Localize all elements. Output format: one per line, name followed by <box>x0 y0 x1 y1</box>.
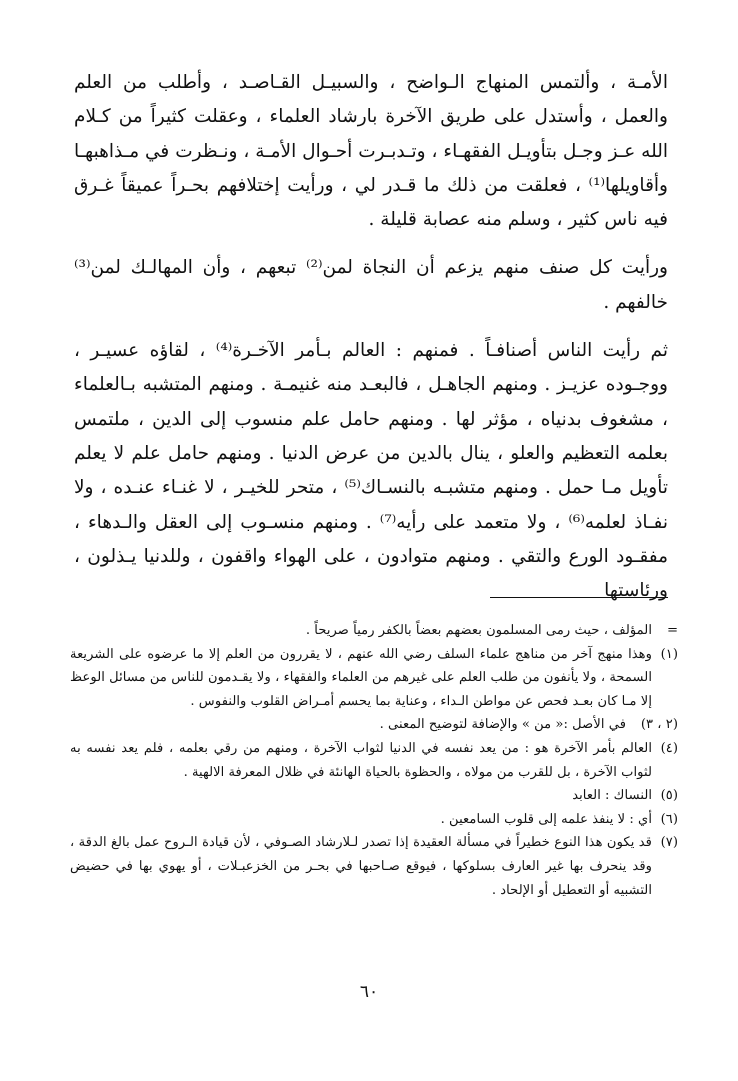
footnote-separator <box>490 597 668 598</box>
footnote-text: في الأصل :« من » والإضافة لتوضيح المعنى . <box>379 717 626 733</box>
footnote-label: (٢ ، ٣) <box>640 717 678 733</box>
footnote-label: (٦) <box>660 811 678 827</box>
footnote-text: النساك : العابد <box>572 788 652 804</box>
footnote-label: = <box>666 623 678 638</box>
footnote-6 <box>70 808 678 832</box>
footnote-label: (١) <box>660 646 678 662</box>
footnote-continuation <box>70 619 678 643</box>
footnote-text: وهذا منهج آخر من مناهج علماء السلف رضي الله عنهم ، لا يقررون من العلم إلا ما عرضوه على الشريعة السمحة ، ولا يأنفون من طلب العلم على غيرهم من العلماء والفقهاء ، ولا يقـدمون للناس من مسائل الوعظ إلا مـا كان بعـد فحص عن مواطن الـداء ، وعناية بما يحسم أمـراض القلوب والنفوس . <box>70 646 652 709</box>
footnote-label: (٥) <box>660 788 678 804</box>
footnote-1 <box>70 643 678 714</box>
page-number: ٦٠ <box>359 982 379 1002</box>
paragraph-2: ورأيت كل صنف منهم يزعم أن النجاة لمن⁽²⁾ تبعهم ، وأن المهالـك لمن⁽³⁾ خالفهم . <box>74 257 668 313</box>
footnote-7 <box>70 831 678 902</box>
footnote-text: قد يكون هذا النوع خطيراً في مسألة العقيدة إذا تصدر لـلارشاد الصـوفي ، لأن قيادة الـروح عمل بالغ الدقة ، وقد ينحرف بها غير العارف بسلوكها ، فيوقع صـاحبها في بحـر من الخزعبـلات ، أو يهوي بها في حضيض التشبيه أو التعطيل أو الإلحاد . <box>70 835 652 898</box>
footnote-4 <box>70 737 678 784</box>
main-text <box>74 66 668 608</box>
footnote-2-3 <box>70 713 678 737</box>
footnote-label: (٤) <box>660 740 678 756</box>
paragraph-3: ثم رأيت الناس أصنافـاً . فمنهم : العالم بـأمر الآخـرة⁽⁴⁾ ، لقاؤه عسيـر ، ووجـوده عزيـز . ومنهم الجاهـل ، فالبعـد منه غنيمـة . ومنهم المتشبه بـالعلماء ، مشغوف بدنياه ، مؤثر لها . ومنهم حامل علم منسوب إلى الدين ، ملتمس بعلمه التعظيم والعلو ، ينال بالدين من عرض الدنيا . ومنهم حامل علم لا يعلم تأويل مـا حمل . ومنهم متشبـه بالنسـاك⁽⁵⁾ ، متحر للخيـر ، لا غنـاء عنـده ، ولا نفـاذ لعلمه⁽⁶⁾ ، ولا متعمد على رأيه⁽⁷⁾ . ومنهم منسـوب إلى العقل والـدهاء ، مفقـود الورع والتقي . ومنهم متوادون ، على الهواء واقفون ، وللدنيا يـذلون ، ورئاستها <box>74 340 669 602</box>
footnote-5 <box>70 784 678 808</box>
footnote-text: العالم بأمر الآخرة هو : من يعد نفسه في الدنيا لثواب الآخرة ، ومنهم من رقي بعلمه ، فلم يعد نفسه به لثواب الآخرة ، بل للقرب من مولاه ، والحظوة بالحياة الهانئة في ظلال المعرفة الالهية . <box>70 740 652 780</box>
footnotes <box>70 619 678 902</box>
footnote-text: أي : لا ينفذ علمه إلى قلوب السامعين . <box>440 811 652 827</box>
footnote-text: المؤلف ، حيث رمى المسلمون بعضهم بعضاً بالكفر رمياً صريحاً . <box>305 623 652 638</box>
paragraph-1: الأمـة ، وألتمس المنهاج الـواضح ، والسبيـل القـاصـد ، وأطلب من العلم والعمل ، وأستدل على طريق الآخرة بارشاد العلماء ، وعقلت كثيراً من كـلام الله عـز وجـل بتأويـل الفقهـاء ، وتـدبـرت أحـوال الأمـة ، ونـظرت في مـذاهبهـا وأقاويلها⁽¹⁾ ، فعلقت من ذلك ما قـدر لي ، ورأيت إختلافهم بحـراً عميقاً غـرق فيه ناس كثير ، وسلم منه عصابة قليلة . <box>74 72 668 231</box>
footnote-label: (٧) <box>660 835 678 851</box>
